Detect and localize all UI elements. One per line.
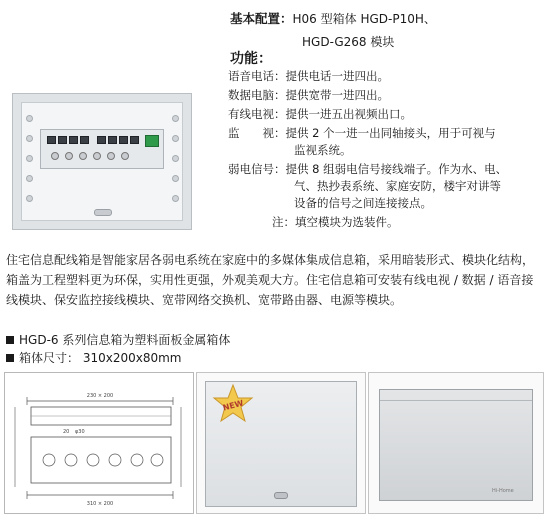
rj45-port: [58, 136, 67, 144]
description-paragraph: 住宅信息配线箱是智能家居各弱电系统在家庭中的多媒体集成信息箱，采用暗装形式、模块化结构，箱盖为工程塑料更为环保，实用性更强，外观美观大方。住宅信息箱可安装有线电视 / 数据 / 语音接线模块、保安监控接线模块、宽带网络交换机、宽带路由器、电源等模块。: [6, 253, 535, 307]
knockout-hole: [172, 195, 179, 202]
knockout-circle: [87, 454, 99, 466]
function-label: 语音电话：: [228, 69, 286, 83]
spec-line-1: H06 型箱体 HGD-P10H、: [292, 12, 436, 26]
function-row: [228, 106, 546, 123]
function-row-continued: [228, 195, 546, 212]
function-text: 气、热抄表系统、家庭安防，楼宇对讲等: [294, 179, 501, 193]
function-text: 设备的信号之间连接接点。: [294, 196, 432, 210]
cover-photo-frame: [196, 372, 366, 514]
cover-lock: [274, 492, 288, 499]
function-row-continued: [228, 178, 546, 195]
knockout-circle: [65, 454, 77, 466]
bullet-series: [6, 332, 230, 349]
badge-label: NEW: [221, 398, 245, 413]
knockout-circle: [43, 454, 55, 466]
knockout-hole: [26, 195, 33, 202]
bullet-size: [6, 350, 181, 367]
function-text: 提供电话一进四出。: [285, 69, 389, 83]
rj45-port: [69, 136, 78, 144]
bullet-text: 箱体尺寸： 310x200x80mm: [19, 351, 182, 365]
box-latch: [94, 209, 112, 216]
functions-title: 功能：: [230, 51, 272, 67]
knockout-circle: [151, 454, 163, 466]
knockout-hole: [172, 155, 179, 162]
square-bullet-icon: [6, 354, 14, 362]
rj45-port: [130, 136, 139, 144]
function-text: 提供宽带一进四出。: [285, 88, 389, 102]
function-row: [228, 161, 546, 178]
function-label: 有线电视：: [228, 107, 286, 121]
function-text: 监视系统。: [294, 143, 352, 157]
bullet-text: HGD-6 系列信息箱为塑料面板金属箱体: [19, 333, 231, 347]
functions-list: [228, 68, 546, 231]
box-front-view: [31, 437, 171, 483]
new-badge: [211, 383, 255, 427]
rj45-port: [119, 136, 128, 144]
terminal-block: [145, 135, 159, 147]
knockout-circle: [131, 454, 143, 466]
module-panel: [40, 129, 164, 169]
rj45-port: [97, 136, 106, 144]
brand-label: Hi-Home: [492, 488, 514, 494]
function-label: 弱电信号：: [228, 162, 286, 176]
function-row: [228, 68, 546, 85]
function-note-row: [228, 214, 546, 231]
square-bullet-icon: [6, 336, 14, 344]
rj45-port: [108, 136, 117, 144]
coax-connector: [65, 152, 73, 160]
function-label: 监 视：: [228, 126, 286, 140]
drawing-svg: [5, 373, 193, 513]
knockout-circle: [109, 454, 121, 466]
rj45-port: [80, 136, 89, 144]
function-label: 注：: [272, 215, 295, 229]
star-icon: [211, 383, 255, 427]
knockout-hole: [26, 135, 33, 142]
function-row-continued: [228, 142, 546, 159]
rj45-port: [47, 136, 56, 144]
function-row: [228, 87, 546, 104]
function-text: 填空模块为选装件。: [295, 215, 399, 229]
distribution-box-photo: [12, 93, 192, 230]
spec-block: [230, 8, 545, 50]
knockout-hole: [26, 115, 33, 122]
closed-cover-alt: [379, 389, 533, 501]
spec-heading: 基本配置：: [230, 11, 293, 26]
technical-drawing: [4, 372, 194, 514]
dimension-label-top: 230 × 200: [86, 393, 114, 399]
function-row: [228, 125, 546, 142]
dimension-label-mid: 20: [63, 429, 70, 435]
knockout-hole: [172, 115, 179, 122]
coax-connector: [121, 152, 129, 160]
coax-connector: [79, 152, 87, 160]
coax-connector: [93, 152, 101, 160]
knockout-hole: [26, 175, 33, 182]
knockout-hole: [172, 175, 179, 182]
cover-photo-frame-2: [368, 372, 544, 514]
function-text: 提供 8 组弱电信号接线端子。作为水、电、: [285, 162, 508, 176]
coax-connector: [107, 152, 115, 160]
spec-line-2: HGD-G268 模块: [302, 35, 395, 49]
dimension-label-hole: φ30: [75, 429, 85, 435]
coax-connector: [51, 152, 59, 160]
function-text: 提供 2 个一进一出同轴接头，用于可视与: [285, 126, 496, 140]
knockout-hole: [172, 135, 179, 142]
cover-seam: [380, 400, 532, 401]
box-interior: [21, 102, 183, 221]
function-label: 数据电脑：: [228, 88, 286, 102]
dimension-label-bottom: 310 × 200: [86, 501, 114, 507]
function-text: 提供一进五出视频出口。: [285, 107, 412, 121]
knockout-hole: [26, 155, 33, 162]
